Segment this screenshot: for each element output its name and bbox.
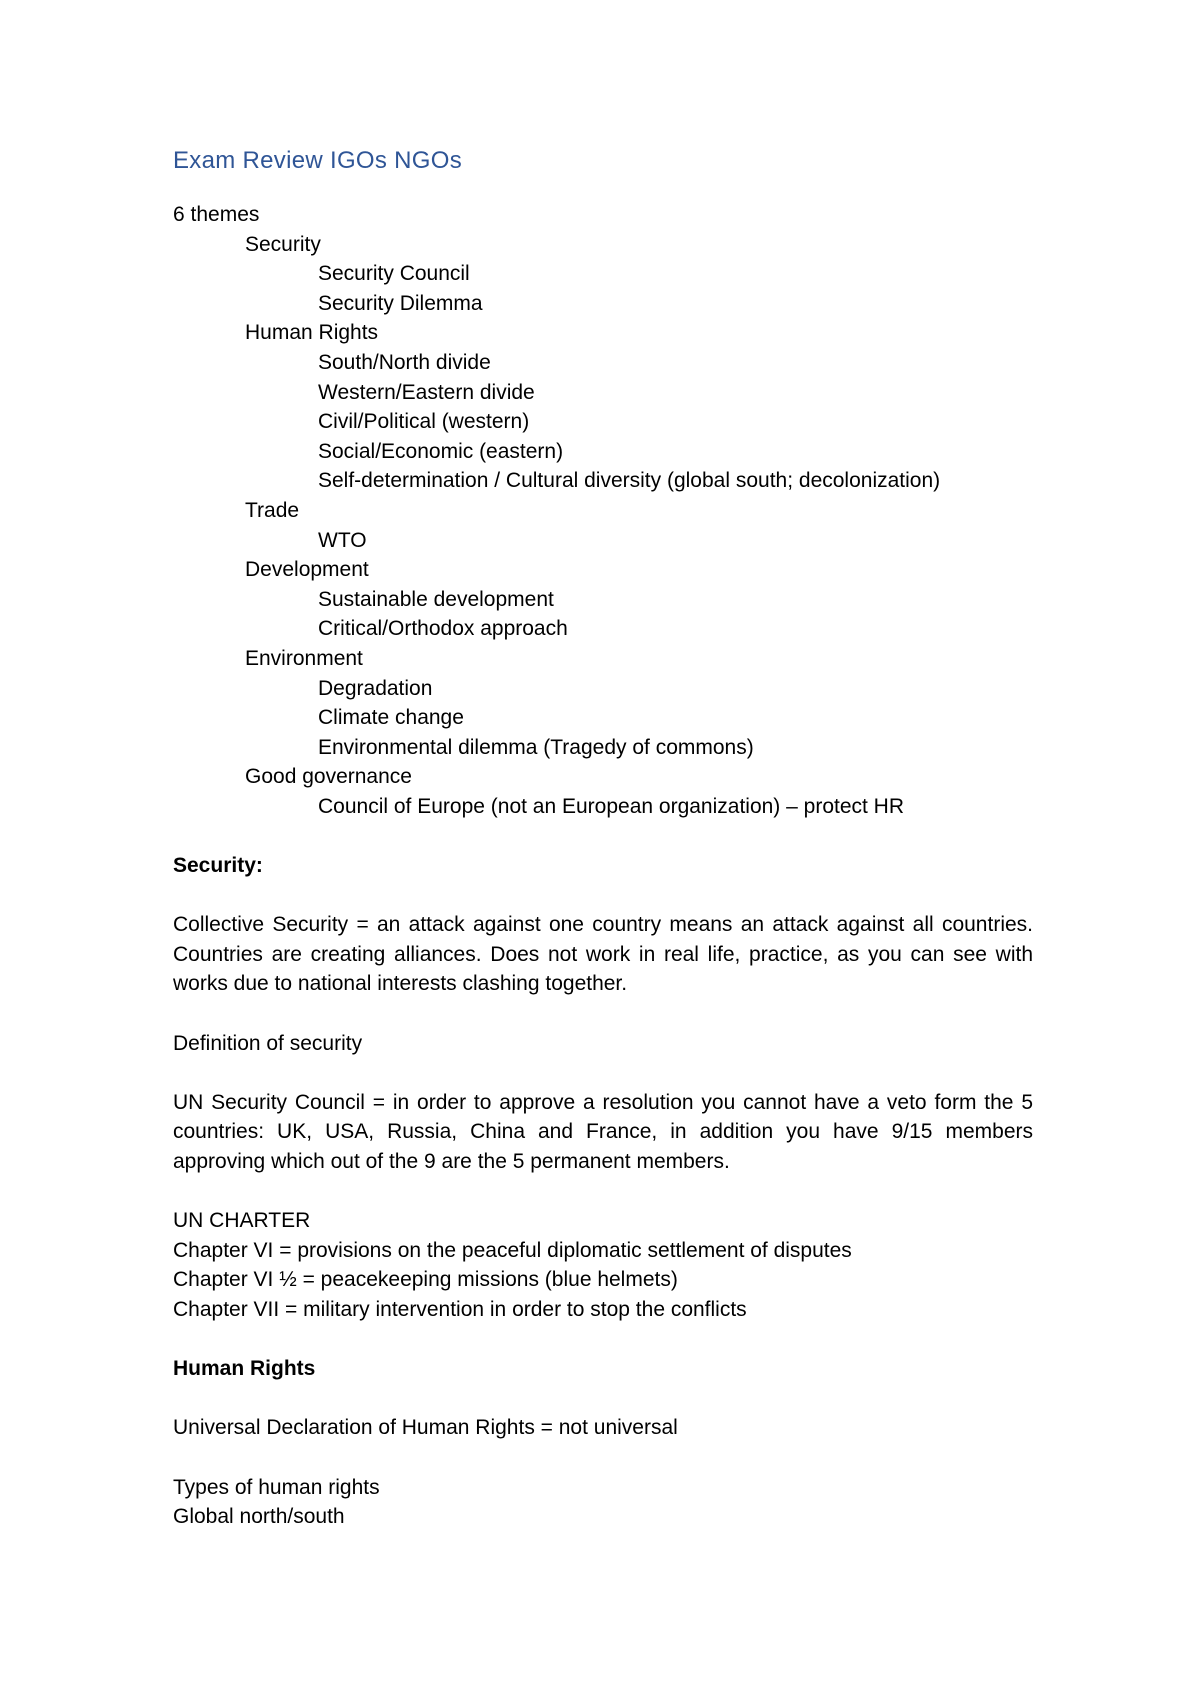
udhr-line: Universal Declaration of Human Rights = not universal <box>173 1416 678 1440</box>
collective-security-paragraph: Collective Security = an attack against one country means an attack against all countries. Countries are creating alliances. Does not work in real life, practice, as you can see with works due to national interests clashing together. <box>173 913 1033 996</box>
theme-item: Sustainable development <box>318 587 554 611</box>
theme-human-rights: Human Rights <box>245 321 379 345</box>
spacer <box>173 881 1033 911</box>
theme-item: Western/Eastern divide <box>318 380 535 404</box>
theme-item: Security Council <box>318 262 470 286</box>
theme-item: Civil/Political (western) <box>318 410 530 434</box>
theme-item: Environmental dilemma (Tragedy of commons) <box>318 735 754 759</box>
spacer <box>173 1058 1033 1088</box>
theme-good-governance: Good governance <box>245 765 412 789</box>
theme-item: Social/Economic (eastern) <box>318 439 564 463</box>
theme-item: Climate change <box>318 706 464 730</box>
section-heading-human-rights: Human Rights <box>173 1357 316 1381</box>
themes-intro: 6 themes <box>173 203 260 226</box>
spacer <box>173 999 1033 1029</box>
theme-item: Critical/Orthodox approach <box>318 617 568 641</box>
spacer <box>173 1325 1033 1355</box>
global-north-south: Global north/south <box>173 1505 345 1529</box>
charter-chapter: Chapter VI = provisions on the peaceful diplomatic settlement of disputes <box>173 1238 852 1262</box>
definition-of-security: Definition of security <box>173 1031 363 1055</box>
theme-item: WTO <box>318 528 367 552</box>
theme-development: Development <box>245 558 369 582</box>
un-security-council-paragraph: UN Security Council = in order to approve a resolution you cannot have a veto form the 5 countries: UK, USA, Russia, China and France, in addition you have 9/15 members approving which out of the 9 are the 5 permanent members. <box>173 1090 1033 1173</box>
page-title: Exam Review IGOs NGOs <box>173 147 463 174</box>
theme-item: South/North divide <box>318 350 491 374</box>
theme-environment: Environment <box>245 646 363 670</box>
theme-item: Degradation <box>318 676 433 700</box>
section-heading-security: Security: <box>173 854 263 878</box>
theme-item: Council of Europe (not an European organization) – protect HR <box>318 794 905 818</box>
theme-trade: Trade <box>245 498 300 522</box>
spacer <box>173 1177 1033 1207</box>
charter-chapter: Chapter VII = military intervention in order to stop the conflicts <box>173 1297 747 1321</box>
types-of-human-rights: Types of human rights <box>173 1475 380 1499</box>
theme-item: Self-determination / Cultural diversity (global south; decolonization) <box>318 469 941 493</box>
un-charter-heading: UN CHARTER <box>173 1209 311 1233</box>
spacer <box>173 1384 1033 1414</box>
theme-security: Security <box>245 232 321 256</box>
document-content <box>173 146 1033 1532</box>
charter-chapter: Chapter VI ½ = peacekeeping missions (blue helmets) <box>173 1268 678 1292</box>
spacer <box>173 821 1033 851</box>
spacer <box>173 1443 1033 1473</box>
theme-item: Security Dilemma <box>318 291 483 315</box>
